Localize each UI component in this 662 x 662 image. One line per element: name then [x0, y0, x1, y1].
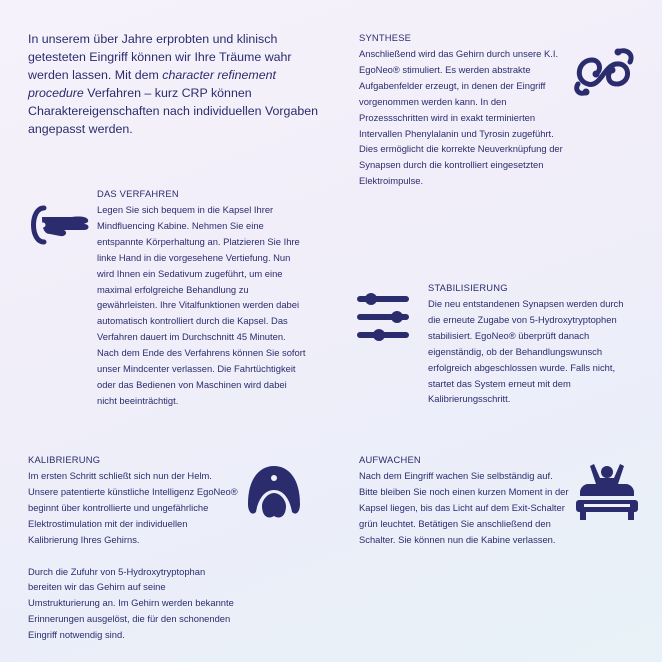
section-synthese: [359, 31, 573, 189]
intro-text-1: In unserem über Jahre erprobten und klinisch getesteten Eingriff können wir Ihre Träume wahr werden lassen. Mit dem: [28, 32, 292, 82]
section-body-1: Im ersten Schritt schließt sich nun der Helm. Unsere patentierte künstliche Intelligenz EgoNeo® beginnt über kontrollierte und ungefährliche Elektrostimulation mit der individuellen Kalibrierung Ihres Gehirns.: [28, 470, 238, 545]
section-title: STABILISIERUNG: [428, 282, 508, 293]
section-title: DAS VERFAHREN: [97, 188, 179, 199]
intro-text-2: Verfahren – kurz CRP können Charaktereigenschaften nach individuellen Vorgaben angepasst werden.: [28, 86, 319, 136]
section-kalibrierung: [28, 453, 240, 643]
section-body: Legen Sie sich bequem in die Kapsel Ihrer Mindfluencing Kabine. Nehmen Sie eine entspannte Körperhaltung an. Platzieren Sie Ihre linke Hand in die vorgesehene Vertiefung. Nun wird Ihnen ein Sedativum zugeführt, um eine maximal erfolgreiche Behandlung zu gewährleisten. Ihre Vitalfunktionen werden dabei automatisch kontrolliert durch die Kapsel. Das Verfahren dauert im Durchschnitt 45 Minuten. Nach dem Ende des Verfahrens können Sie sofort unser Mindcenter verlassen. Die Fahrtüchtigkeit oder das Bedienen von Maschinen wird dabei nicht beeinträchtigt.: [97, 204, 306, 406]
hand-in-capsule-icon: [28, 204, 90, 246]
section-title: KALIBRIERUNG: [28, 454, 101, 465]
section-body: Die neu entstandenen Synapsen werden durch die erneute Zugabe von 5-Hydroxytryptophen stabilisiert. EgoNeo® überprüft danach eigenständig, ob der Behandlungswunsch erfolgreich abgeschlossen wurde. Falls nicht, startet das System erneut mit dem Kalibrierungsschritt.: [428, 298, 624, 405]
section-title: SYNTHESE: [359, 32, 412, 43]
section-stabilisierung: [428, 281, 632, 407]
intro-paragraph: [28, 30, 328, 138]
section-aufwachen: [359, 453, 573, 548]
section-body: Anschließend wird das Gehirn durch unsere K.I. EgoNeo® stimuliert. Es werden abstrakte Aufgabenfelder erzeugt, in denen der Eingriff vorgenommen werden kann. In den Prozessschritten wird in exakt terminierten Intervallen Phenylalanin und Tyrosin zugeführt. Dies ermöglicht die korrekte Neuverknüpfung der Synapsen durch die kontrolliert eingesetzten Elektroimpulse.: [359, 48, 563, 187]
synapse-loop-icon: [572, 44, 636, 100]
section-verfahren: [97, 187, 307, 409]
section-body: Nach dem Eingriff wachen Sie selbständig auf. Bitte bleiben Sie noch einen kurzen Moment in der Kapsel liegen, bis das Licht auf dem Exit-Schalter grün leuchtet. Betätigen Sie anschließend den Schalter. Sie können nun die Kabine verlassen.: [359, 470, 569, 545]
wake-up-bed-icon: [574, 460, 640, 526]
intro-emphasis: character refinement procedure: [28, 68, 276, 100]
helmet-icon: [244, 462, 304, 522]
section-title: AUFWACHEN: [359, 454, 421, 465]
section-body-2: Durch die Zufuhr von 5-Hydroxytryptophan bereiten wir das Gehirn auf seine Umstrukturierung an. Im Gehirn werden bekannte Erinnerungen ausgelöst, die für den schonenden Eingriff notwendig sind.: [28, 565, 234, 641]
stabilizer-bars-icon: [357, 290, 413, 348]
